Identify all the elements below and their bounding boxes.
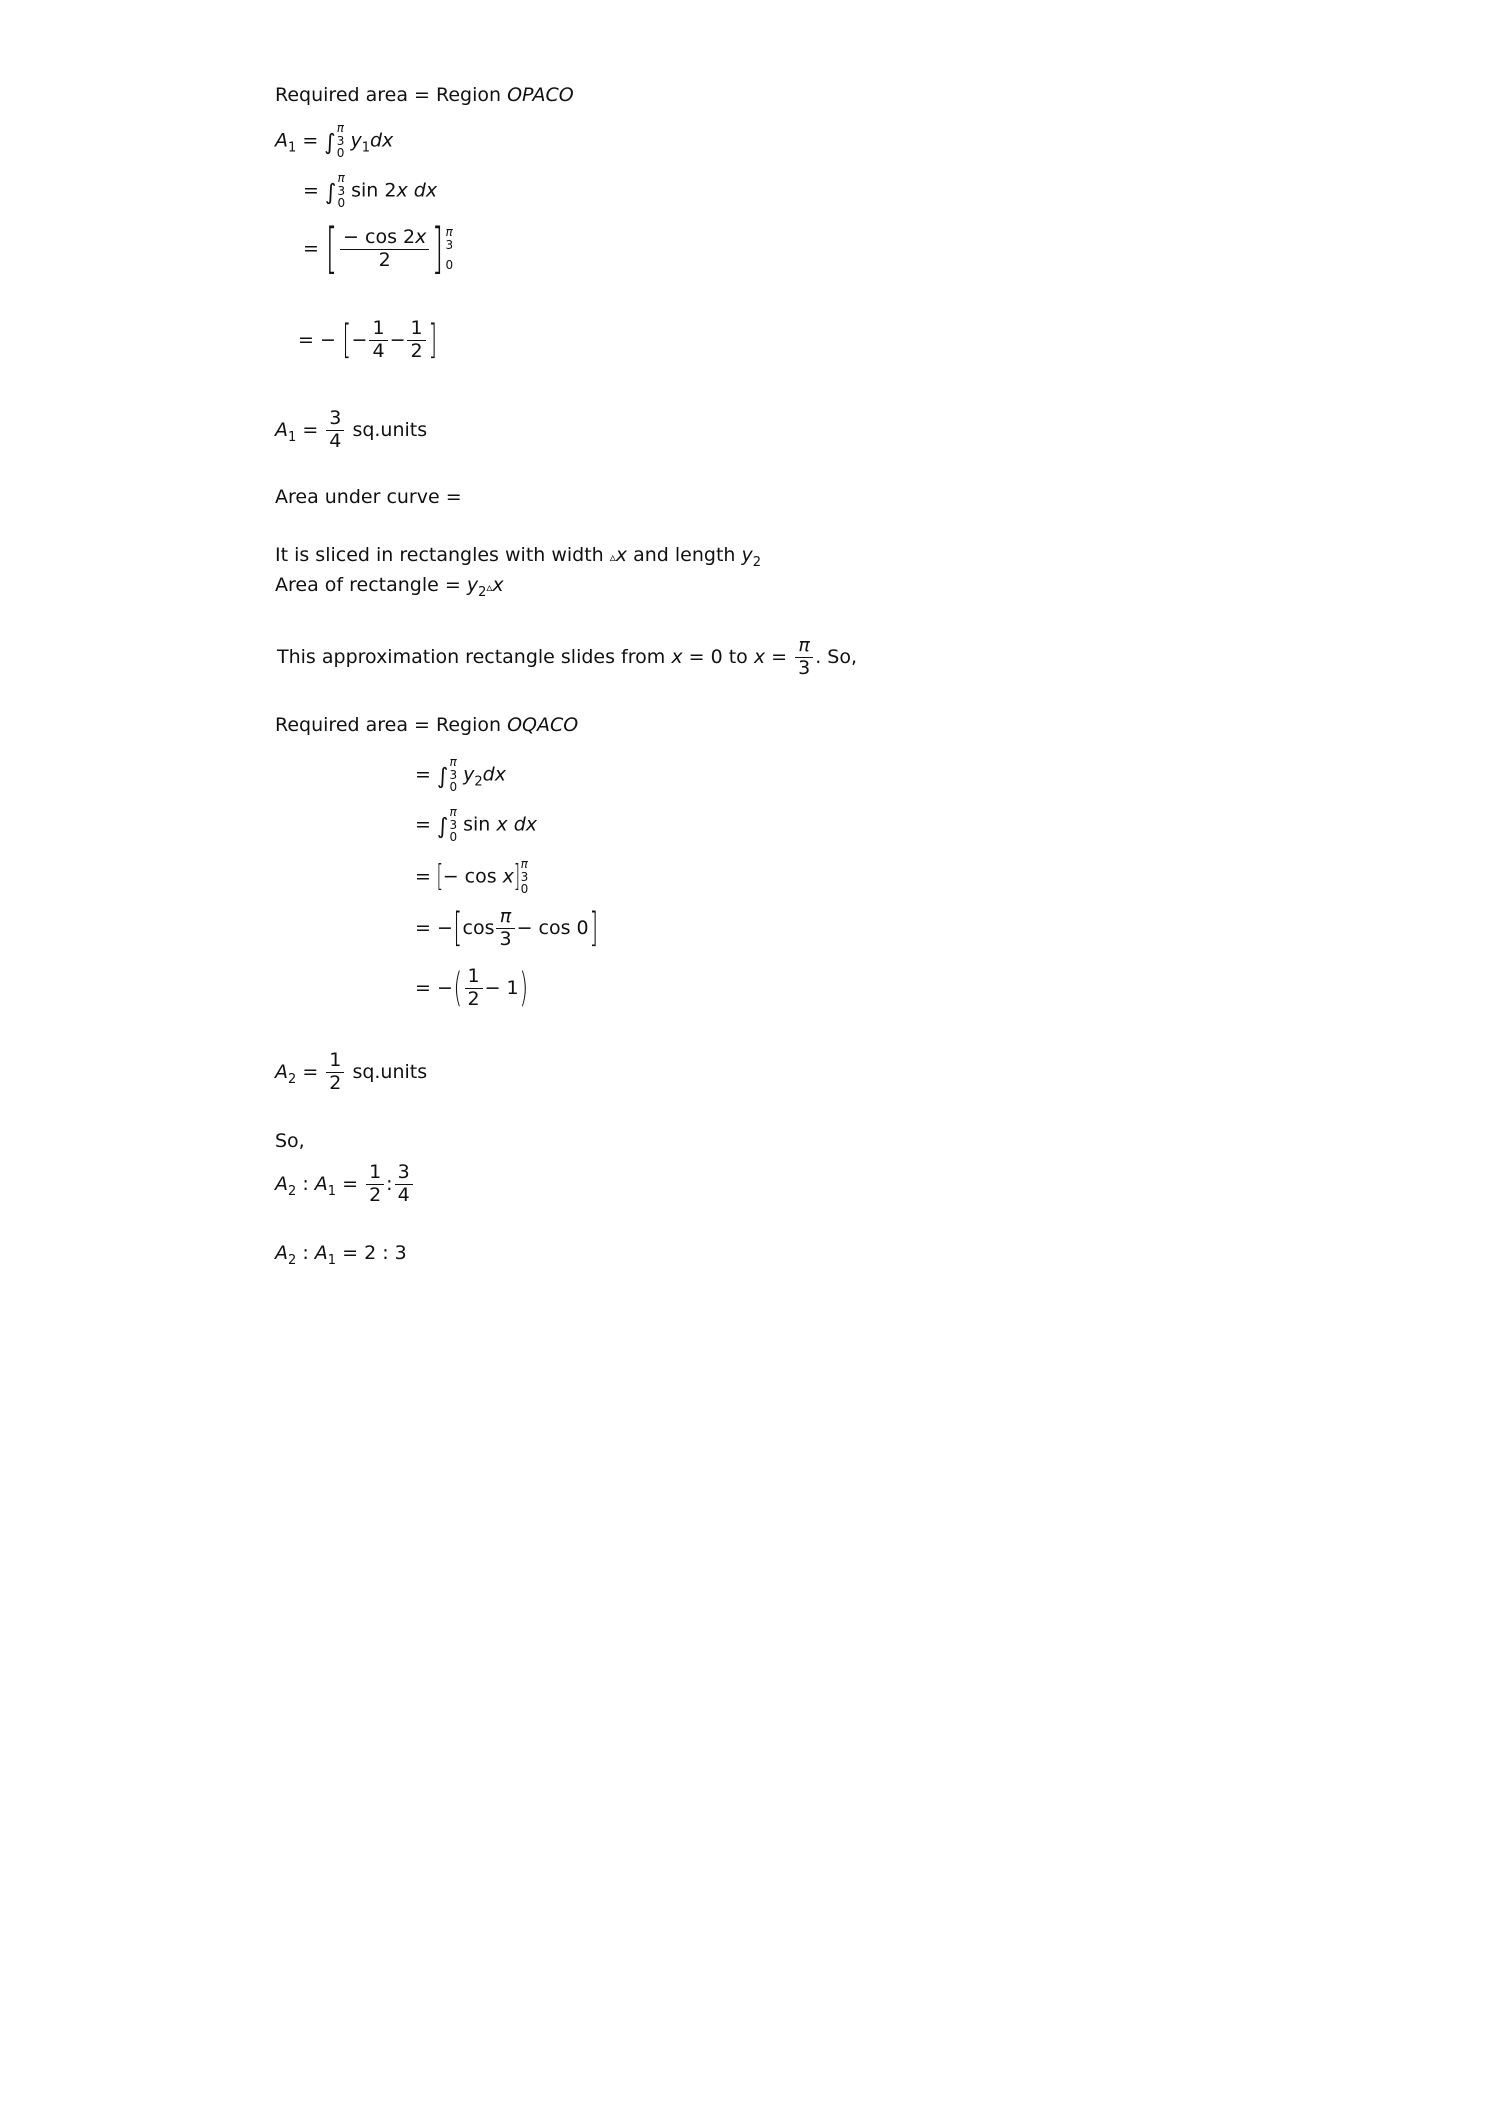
fraction: $\frac{1}{4}$ <box>369 318 387 363</box>
a1-result: $A_1$ = $\frac{3}{4}$ sq.units <box>275 407 428 452</box>
sinx-rect-area: Area of rectangle = $y_2▵x$ <box>275 574 504 600</box>
fraction: $\frac{1}{2}$ <box>326 1050 344 1095</box>
a2-integral: = ∫ π 3 0 $y_2dx$ <box>415 755 506 795</box>
fraction: $\frac{1}{2}$ <box>407 318 425 363</box>
integral-sign: ∫ <box>436 764 449 790</box>
fraction: $\frac{\pi}{3}$ <box>795 635 813 680</box>
a1-step-evaluated: = − [− $\frac{1}{4}$ − $\frac{1}{2}$ ] <box>298 317 437 364</box>
a2-step-numeric: = −( $\frac{1}{2}$ − 1) <box>415 965 528 1012</box>
integral-sign: ∫ <box>324 180 337 206</box>
integral-sign: ∫ <box>436 814 449 840</box>
a1-step-antiderivative: = [ $\frac{- \cos 2x}{2}$ ] π 3 0 <box>303 217 454 280</box>
a2-step-sinx: = ∫ π 3 0 sin x dx <box>415 805 538 845</box>
a2-step-evaluated: = −[cos $\frac{\pi}{3}$ − cos 0] <box>415 905 598 952</box>
a2-result: $A_2$ = $\frac{1}{2}$ sq.units <box>275 1049 428 1094</box>
ratio-final: $A_2$ : $A_1 = 2$ : 3 <box>275 1242 407 1268</box>
a1-step-sin2x: = ∫ π 3 0 sin 2x dx <box>303 171 438 211</box>
fraction: $\frac{\pi}{3}$ <box>496 906 514 951</box>
a2-step-antiderivative: = [− cos x] π 3 0 <box>415 857 529 897</box>
integral-limits: π 3 0 <box>449 805 458 845</box>
fraction: $\frac{3}{4}$ <box>326 408 344 453</box>
integral-limits: π 3 0 <box>336 121 345 161</box>
part2-heading <box>275 716 578 735</box>
fraction: $\frac{- \cos 2x}{2}$ <box>340 227 429 272</box>
sinx-approx: This approximation rectangle slides from x = 0 to x = $\frac{\pi}{3}$ . So, <box>277 634 858 679</box>
ratio-fractions: $A_2$ : $A_1$ = $\frac{1}{2}$ : $\frac{3}{4}$ <box>275 1162 415 1207</box>
conclusion-so: So, <box>275 1130 305 1152</box>
heading-text: Required area = Region <box>275 714 502 736</box>
integral-limits: π 3 0 <box>337 171 346 211</box>
fraction: $\frac{1}{2}$ <box>366 1162 384 1207</box>
final-ratio: 2 : 3 <box>364 1242 407 1264</box>
integral-limits: π 3 0 <box>449 755 458 795</box>
sinx-intro: Area under curve = <box>275 486 462 508</box>
integral-sign: ∫ <box>324 130 336 156</box>
region-label: OQACO <box>507 714 579 736</box>
fraction: $\frac{3}{4}$ <box>395 1162 413 1207</box>
fraction: $\frac{1}{2}$ <box>465 966 483 1011</box>
a1-integral: $A_1$ = ∫ π 3 0 $y_1dx$ <box>275 121 394 161</box>
evaluation-limits: π 3 0 <box>520 857 529 897</box>
evaluation-limits: π 3 0 <box>445 225 454 273</box>
region-label: OPACO <box>507 84 574 106</box>
part1-heading <box>275 86 574 105</box>
heading-text: Required area = Region <box>275 84 502 106</box>
sinx-slice-text: It is sliced in rectangles with width ▵x and length $y_2$ <box>275 544 762 570</box>
